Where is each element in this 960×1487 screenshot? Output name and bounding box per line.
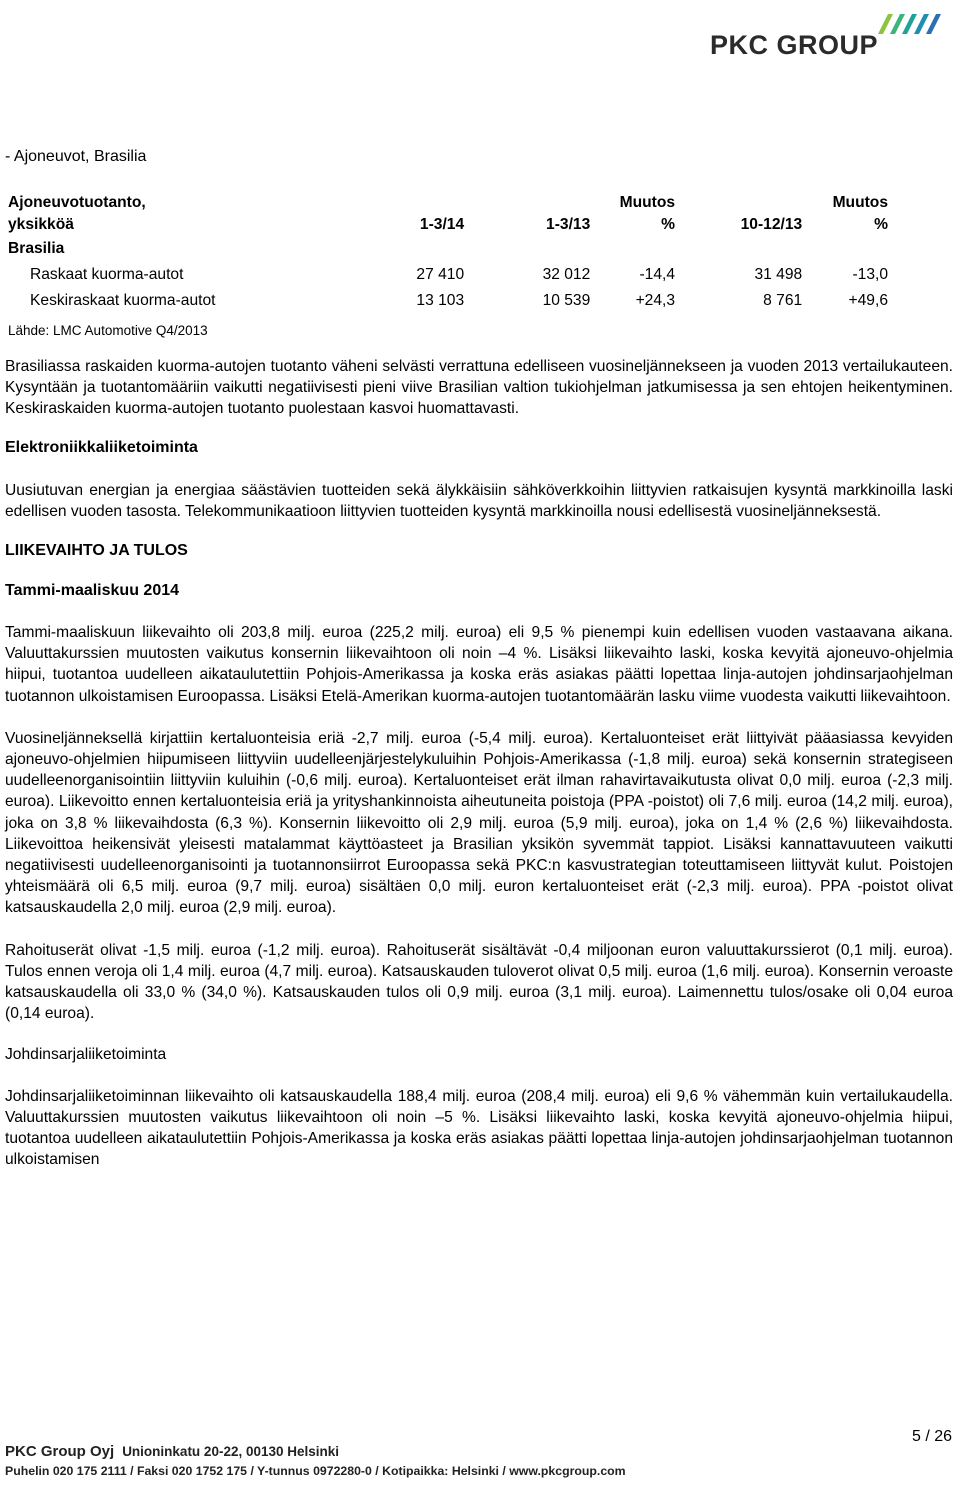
heading-electronics: Elektroniikkaliiketoiminta [5, 438, 198, 456]
paragraph-financial-items: Rahoituserät olivat -1,5 milj. euroa (-1,2 milj. euroa). Rahoituserät sisältävät -0,4 miljoonan euron valuuttakurssierot (0,1 milj. euroa). Tulos ennen veroja oli 1,4 milj. euroa (4,7 milj. euroa). Katsauskauden tuloverot olivat 0,5 milj. euroa (1,6 milj. euroa). Konsernin veroaste katsauskaudella oli 33,0 % (34,0 %). Katsauskauden tulos oli 0,9 milj. euroa (3,1 milj. euroa). Laimennettu tulos/osake oli 0,04 euroa (0,14 euroa). [5, 941, 953, 1023]
table-header: 1-3/14 [419, 216, 465, 233]
section-title: - Ajoneuvot, Brasilia [5, 148, 147, 165]
table-header: Muutos % [619, 194, 676, 233]
cell: 31 498 [754, 266, 803, 283]
heading-results: LIIKEVAIHTO JA TULOS [5, 542, 188, 560]
cell: +49,6 [848, 292, 888, 309]
cell: -13,0 [852, 266, 888, 283]
cell: +24,3 [635, 292, 676, 309]
footer-company: PKC Group Oyj [5, 1443, 115, 1460]
logo-text: PKC GROUP [709, 30, 878, 60]
logo-stripes-icon [868, 12, 944, 56]
table-row [8, 266, 888, 292]
cell: -14,4 [639, 266, 676, 283]
paragraph-brazil: Brasiliassa raskaiden kuorma-autojen tuotanto väheni selvästi verrattuna edelliseen vuosineljännekseen ja vuoden 2013 vertailukauteen. Kysyntään ja tuotantomääriin vaikutti negatiivisesti pieni viive Brasilian valtion tukiohjelman jatkumisessa ja sen ehtojen heikentyminen. Keskiraskaiden kuorma-autojen tuotanto puolestaan kasvoi huomattavasti. [5, 358, 953, 418]
table-row [8, 292, 888, 318]
cell: 13 103 [416, 292, 465, 309]
table-header: Ajoneuvotuotanto, yksikköä [8, 194, 146, 233]
paragraph-revenue: Tammi-maaliskuun liikevaihto oli 203,8 milj. euroa (225,2 milj. euroa) eli 9,5 % pienempi kuin edellisen vuoden vastaavana aikana. Valuuttakurssien muutosten vaikutus konsernin liikevaihtoon oli noin –4 %. Lisäksi liikevaihto laski, koska kevyitä ajoneuvo-ohjelmia hiipui, tuotantoa uudelleen aikataulutettiin Pohjois-Amerikassa ja koska eräs asiakas päätti lopettaa linja-autojen johdinsarjaohjelman tuotannon ulkoistamisen Euroopassa. Lisäksi Etelä-Amerikan kuorma-autojen tuotantomäärän lasku viime vuodesta vaikutti liikevaihtoon. [5, 624, 953, 705]
table-header: 10-12/13 [740, 216, 803, 233]
table-header: 1-3/13 [546, 216, 591, 233]
table-group-row [8, 236, 888, 266]
cell: 27 410 [416, 266, 465, 283]
footer-address: Unioninkatu 20-22, 00130 Helsinki [122, 1444, 340, 1459]
cell: 8 761 [763, 292, 803, 309]
page-number: 5 / 26 [911, 1428, 952, 1445]
row-label: Raskaat kuorma-autot [30, 266, 184, 283]
production-table [8, 188, 888, 318]
pkc-logo [690, 8, 950, 58]
row-label: Keskiraskaat kuorma-autot [30, 292, 216, 309]
table-header-row [8, 188, 888, 236]
table-header: Muutos % [832, 194, 888, 233]
table-source: Lähde: LMC Automotive Q4/2013 [8, 323, 208, 338]
paragraph-one-time-items: Vuosineljänneksellä kirjattiin kertaluonteisia eriä -2,7 milj. euroa (-5,4 milj. euroa). Kertaluonteiset erät liittyivät pääasiassa kevyiden ajoneuvo-ohjelmien hiipumiseen liittyviin uudelleenjärjestelykuluihin Pohjois-Amerikassa (-1,8 milj. euroa) sekä konsernin strategiseen uudelleenorganisointiin liittyviin kuluihin (-0,6 milj. euroa). Kertaluonteiset erät ilman rahavirtavaikutusta olivat 0,0 milj. euroa (-2,3 milj. euroa). Liikevoitto ennen kertaluonteisia eriä ja yrityshankinnoista aiheutuneita poistoja (PPA -poistot) oli 7,6 milj. euroa (14,2 milj. euroa), joka on 3,8 % liikevaihdosta (6,3 %). Konsernin liikevoitto oli 2,9 milj. euroa (5,9 milj. euroa), joka on 1,4 % (2,6 %) liikevaihdosta. Liikevoittoa heikensivät yleisesti matalammat käyttöasteet ja Brasilian yksikön syvemmät tappiot. Lisäksi kannattavuuteen vaikutti negatiivisesti uudelleenorganisointi ja tuotannonsiirrot Euroopassa sekä PKC:n kasvustrategian toteuttamiseen liittyvät kulut. Poistojen yhteismäärä oli 6,5 milj. euroa (9,7 milj. euroa) sisältäen 0,0 milj. euron kertaluonteiset erät (-2,3 milj. euroa). PPA -poistot olivat katsauskaudella 2,0 milj. euroa (2,9 milj. euroa). [5, 729, 953, 917]
footer-line-1 [5, 1443, 339, 1460]
heading-wiring: Johdinsarjaliiketoiminta [5, 1046, 167, 1064]
document-body [5, 148, 953, 1170]
heading-period: Tammi-maaliskuu 2014 [5, 582, 180, 600]
cell: 32 012 [542, 266, 591, 283]
paragraph-wiring: Johdinsarjaliiketoiminnan liikevaihto oli katsauskaudella 188,4 milj. euroa (208,4 milj. euroa) eli 9,6 % vähemmän kuin vertailukaudella. Valuuttakurssien muutosten vaikutus liikevaihtoon oli noin –5 %. Lisäksi liikevaihto laski, koska kevyitä ajoneuvo-ohjelmia hiipui, tuotantoa uudelleen aikataulutettiin Pohjois-Amerikassa ja koska eräs asiakas päätti lopettaa linja-autojen johdinsarjaohjelman tuotannon ulkoistamisen [5, 1087, 953, 1169]
paragraph-electronics: Uusiutuvan energian ja energiaa säästävien tuotteiden sekä älykkäisiin sähköverkkoihin liittyvien ratkaisujen kysyntä markkinoilla laski edellisen vuoden tasosta. Telekommunikaatioon liittyvien tuotteiden kysyntä markkinoilla nousi edellisestä vuosineljänneksestä. [5, 481, 953, 520]
cell: 10 539 [542, 292, 591, 309]
group-label: Brasilia [8, 240, 65, 257]
footer-contacts: Puhelin 020 175 2111 / Faksi 020 1752 175 / Y-tunnus 0972280-0 / Kotipaikka: Helsinki / www.pkcgroup.com [5, 1464, 626, 1478]
